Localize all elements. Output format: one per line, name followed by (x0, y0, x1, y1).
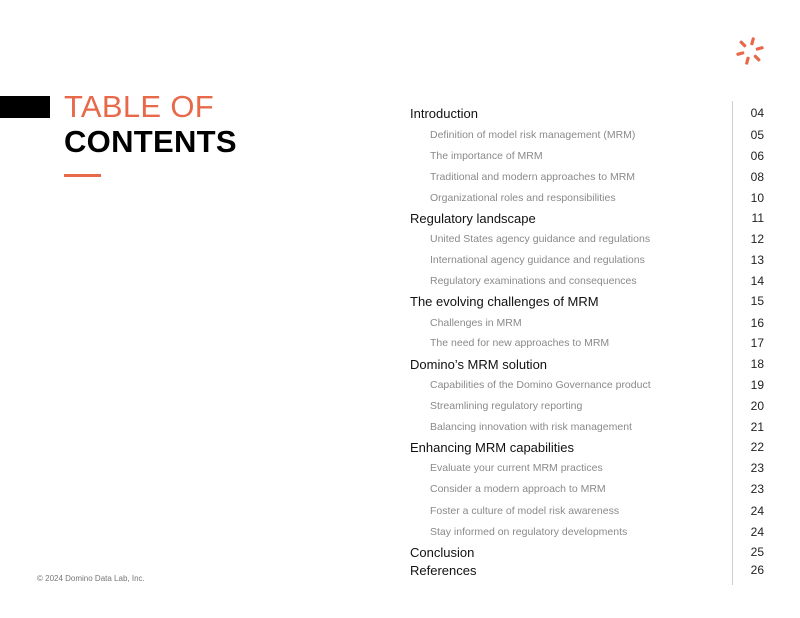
toc-entry-title: Traditional and modern approaches to MRM (430, 171, 636, 183)
toc-page-number: 24 (750, 525, 764, 539)
toc-page-number: 15 (750, 294, 764, 308)
toc-entry-title: International agency guidance and regulations (430, 254, 645, 266)
copyright-text: © 2024 Domino Data Lab, Inc. (37, 574, 145, 583)
toc-entry-title: United States agency guidance and regulations (430, 233, 651, 245)
toc-entry-title: The evolving challenges of MRM (410, 294, 599, 309)
toc-page-number: 22 (750, 440, 764, 454)
toc-entry-title: Conclusion (410, 545, 475, 560)
toc-page-number: 18 (750, 357, 764, 371)
toc-entry-title: Organizational roles and responsibilities (430, 192, 616, 204)
toc-page-number: 14 (750, 274, 764, 288)
toc-page-number: 24 (750, 504, 764, 518)
toc-entry-title: Evaluate your current MRM practices (430, 462, 603, 474)
toc-page-number: 12 (750, 232, 764, 246)
toc-entry-title: Streamlining regulatory reporting (430, 400, 583, 412)
toc-page-number: 20 (750, 399, 764, 413)
toc-entry-title: Challenges in MRM (430, 317, 522, 329)
toc-entry-title: Regulatory landscape (410, 211, 536, 226)
toc-entry-title: Balancing innovation with risk management (430, 421, 632, 433)
toc-entry-title: Regulatory examinations and consequences (430, 275, 637, 287)
toc-entry-title: Introduction (410, 106, 478, 121)
toc-page-number: 19 (750, 378, 764, 392)
toc-page-number: 05 (750, 128, 764, 142)
toc-page-number: 17 (750, 336, 764, 350)
toc-entry-title: Definition of model risk management (MRM) (430, 129, 636, 141)
toc-entry-title: The importance of MRM (430, 150, 543, 162)
toc-page-number: 16 (750, 316, 764, 330)
toc-entry-title: Consider a modern approach to MRM (430, 483, 606, 495)
toc-page-number: 23 (750, 461, 764, 475)
toc-page-number: 06 (750, 149, 764, 163)
heading-line-1: TABLE OF (64, 89, 214, 124)
toc-entry-title: Foster a culture of model risk awareness (430, 505, 620, 517)
toc-page-number: 25 (750, 545, 764, 559)
toc-entry-title: Stay informed on regulatory developments (430, 526, 628, 538)
toc-entry-title: References (410, 563, 477, 578)
toc-page-number: 08 (750, 170, 764, 184)
toc-entry-title: Domino’s MRM solution (410, 357, 548, 372)
toc-page-number: 21 (750, 420, 764, 434)
toc-entry-title: The need for new approaches to MRM (430, 337, 610, 349)
toc-page-number: 10 (750, 191, 764, 205)
toc-page-number: 23 (750, 482, 764, 496)
toc-page-number: 11 (751, 211, 764, 225)
toc-page-number: 04 (750, 106, 764, 120)
toc-page-number: 13 (750, 253, 764, 267)
toc-page-number: 26 (750, 563, 764, 577)
heading-line-2: CONTENTS (64, 124, 237, 159)
toc-entry-title: Capabilities of the Domino Governance product (430, 379, 651, 391)
toc-entry-title: Enhancing MRM capabilities (410, 440, 575, 455)
